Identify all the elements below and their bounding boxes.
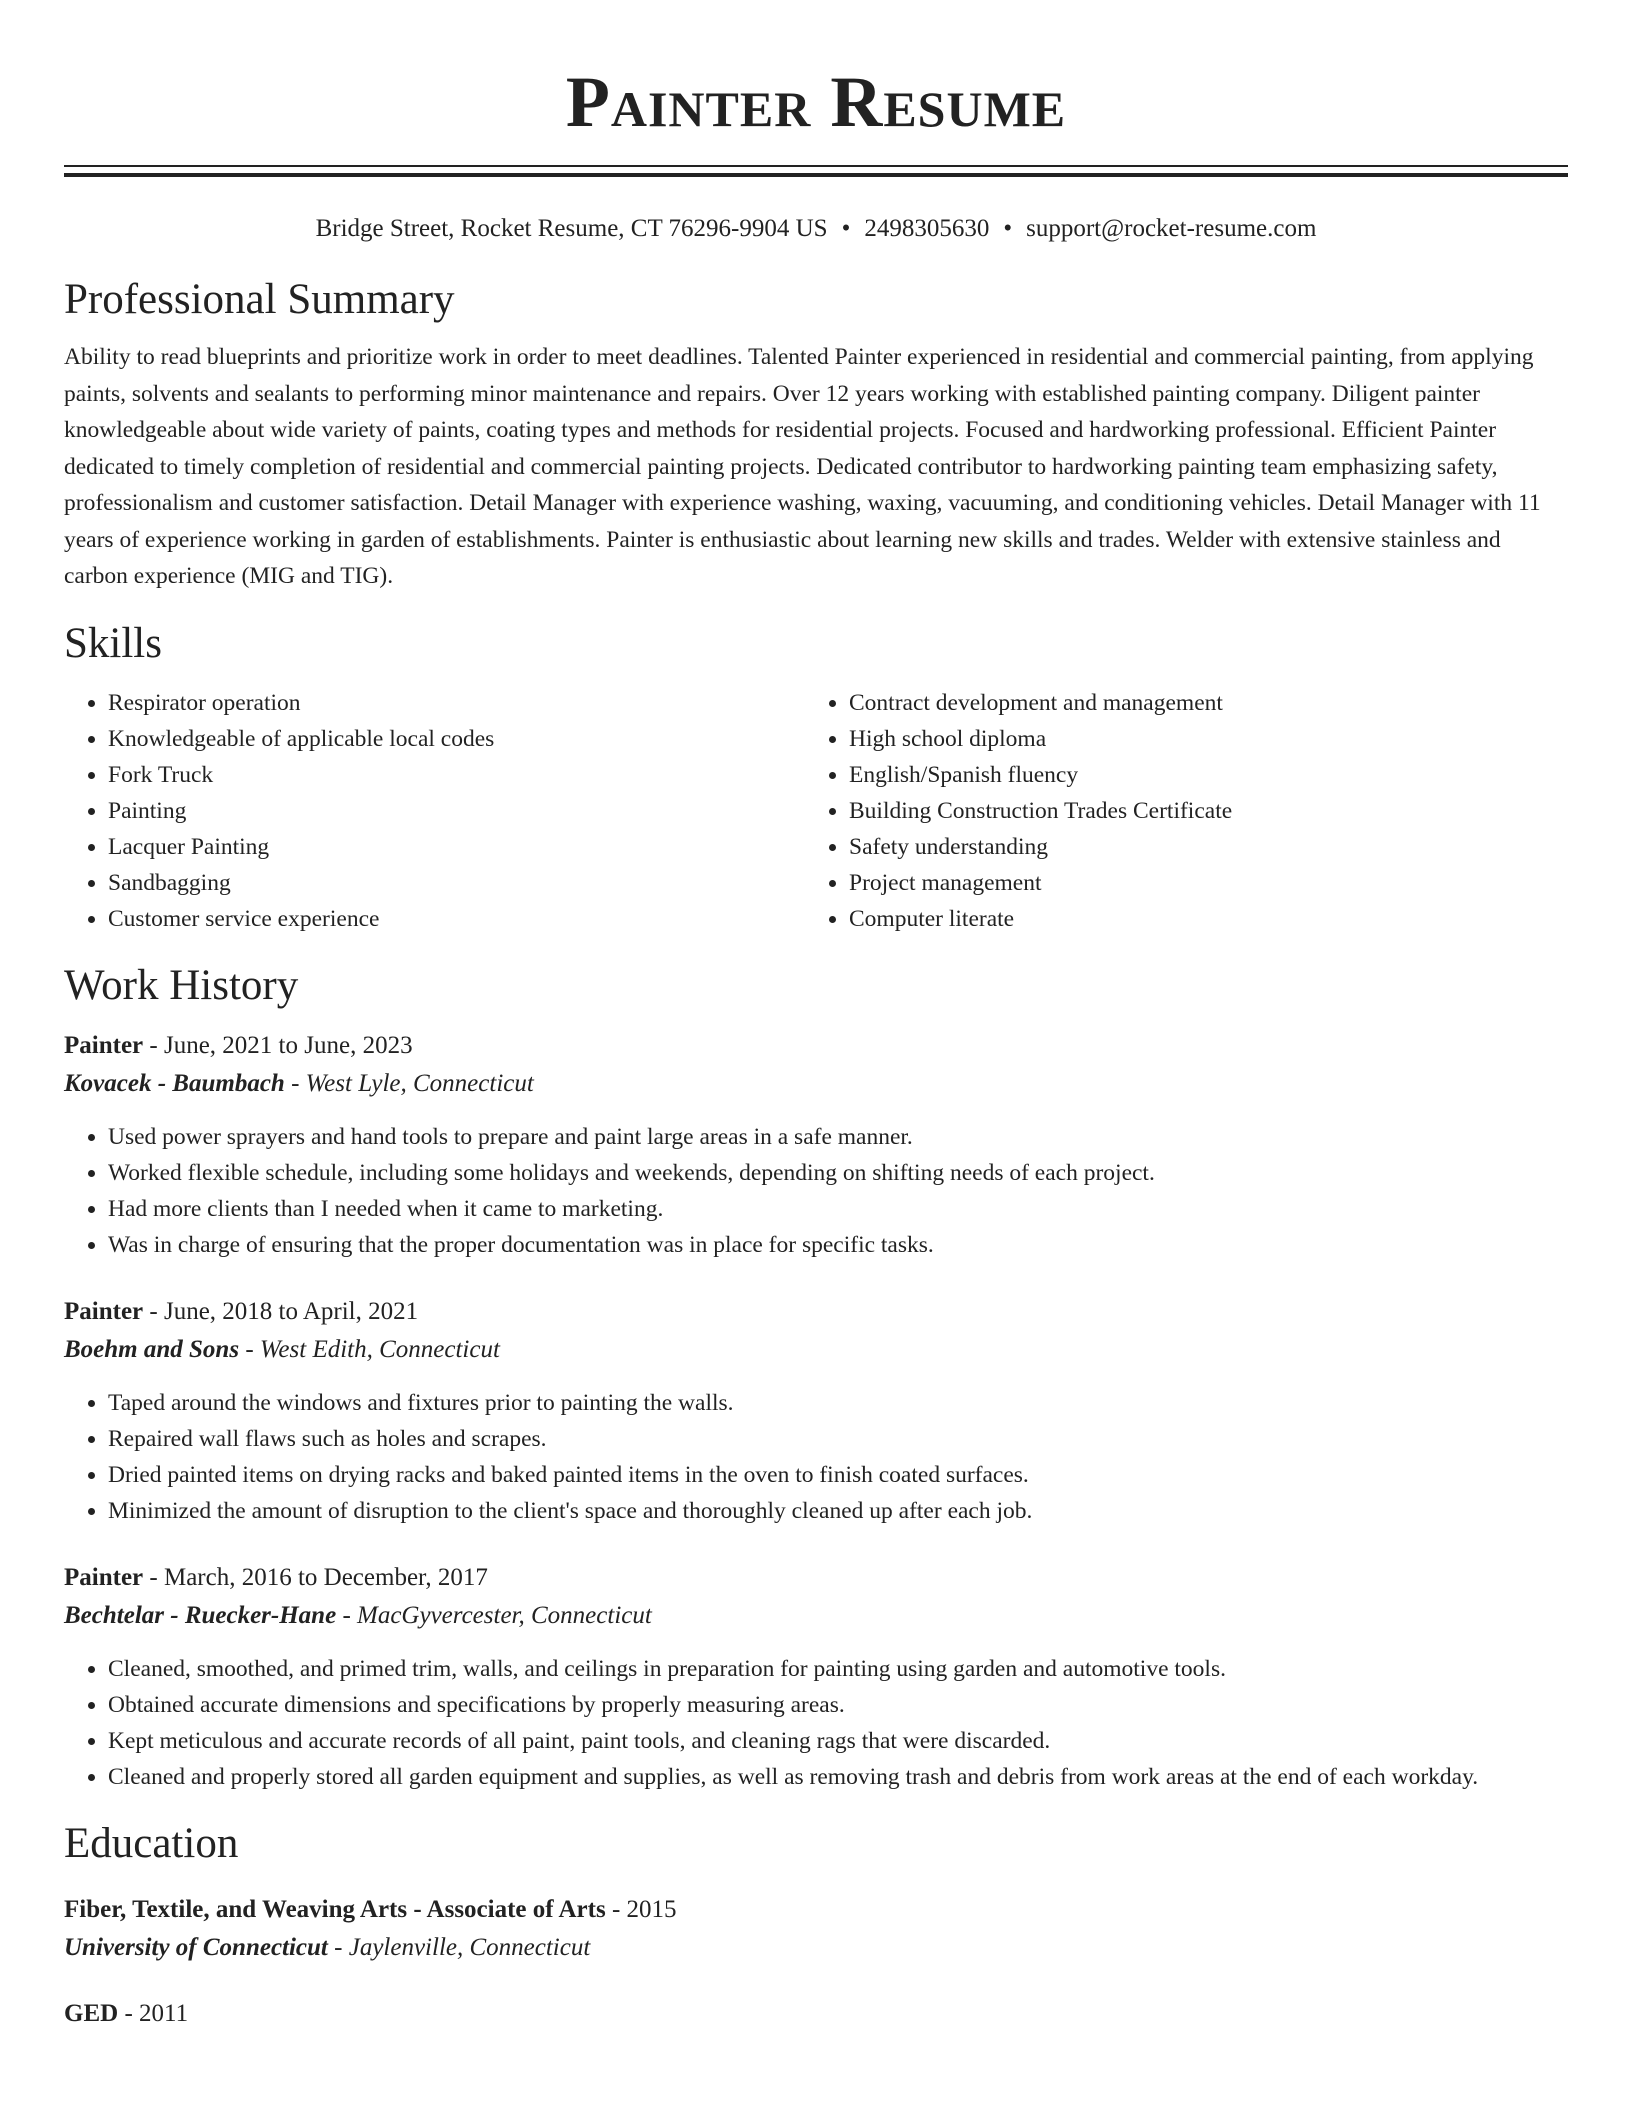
job-bullet: • Minimized the amount of disruption to the client's space and thoroughly cleaned up after each job. [108, 1493, 1568, 1529]
education-location: Jaylenville, Connecticut [348, 1933, 591, 1961]
skill-item: • Lacquer Painting [108, 829, 806, 865]
skill-item: • Building Construction Trades Certificate [849, 793, 1548, 829]
job-bullet: • Used power sprayers and hand tools to prepare and paint large areas in a safe manner. [108, 1119, 1568, 1155]
education-year: 2015 [626, 1895, 677, 1923]
job-bullet: • Was in charge of ensuring that the proper documentation was in place for specific tasks. [108, 1227, 1568, 1263]
job-location: West Lyle, Connecticut [305, 1069, 534, 1097]
job-company-line: Bechtelar - Ruecker-Hane - MacGyvercester, Connecticut [64, 1601, 652, 1629]
job-dates: June, 2021 to June, 2023 [163, 1031, 413, 1059]
skills-column-left [64, 685, 806, 937]
skills-column-right [806, 685, 1548, 937]
skill-item: • Contract development and management [849, 685, 1548, 721]
skills-heading: Skills [64, 619, 162, 667]
education-school: University of Connecticut [64, 1933, 328, 1961]
job-entry [64, 1559, 1568, 1795]
job-bullet: • Repaired wall flaws such as holes and scrapes. [108, 1421, 1568, 1457]
job-location: West Edith, Connecticut [259, 1335, 500, 1363]
work-history-heading: Work History [64, 961, 299, 1009]
contact-line [64, 213, 1568, 245]
job-location: MacGyvercester, Connecticut [357, 1601, 652, 1629]
job-bullets [64, 1385, 1568, 1529]
skill-item: • Project management [849, 865, 1548, 901]
job-company: Bechtelar - Ruecker-Hane [64, 1601, 337, 1629]
contact-separator: • [1003, 215, 1013, 242]
education-school-line: University of Connecticut - Jaylenville, Connecticut [64, 1933, 591, 1961]
job-title-line: Painter - June, 2018 to April, 2021 [64, 1297, 419, 1325]
job-bullet: • Kept meticulous and accurate records of all paint, paint tools, and cleaning rags that were discarded. [108, 1723, 1568, 1759]
education-entry [64, 1891, 1568, 1967]
job-company-line: Boehm and Sons - West Edith, Connecticut [64, 1335, 500, 1363]
education-heading: Education [64, 1819, 239, 1867]
job-title-line: Painter - March, 2016 to December, 2017 [64, 1563, 488, 1591]
summary-text: Ability to read blueprints and prioritize work in order to meet deadlines. Talented Painter experienced in residential and commercial painting, from applying paints, solvents and sealants to performing minor maintenance and repairs. Over 12 years working with established painting company. Diligent painter knowledgeable about wide variety of paints, coating types and methods for residential projects. Focused and hardworking professional. Efficient Painter dedicated to timely completion of residential and commercial painting projects. Dedicated contributor to hardworking painting team emphasizing safety, professionalism and customer satisfaction. Detail Manager with experience washing, waxing, vacuuming, and conditioning vehicles. Detail Manager with 11 years of experience working in garden of establishments. Painter is enthusiastic about learning new skills and trades. Welder with extensive stainless and carbon experience (MIG and TIG). [64, 344, 1541, 589]
job-dates: March, 2016 to December, 2017 [163, 1563, 488, 1591]
job-title: Painter [64, 1297, 144, 1325]
job-bullet: • Dried painted items on drying racks and baked painted items in the oven to finish coated surfaces. [108, 1457, 1568, 1493]
job-bullets [64, 1651, 1568, 1795]
job-bullet: • Obtained accurate dimensions and specifications by properly measuring areas. [108, 1687, 1568, 1723]
skills-list [64, 685, 1568, 937]
job-title: Painter [64, 1031, 144, 1059]
job-dates: June, 2018 to April, 2021 [163, 1297, 419, 1325]
resume-title: Painter Resume [565, 62, 1067, 142]
skill-item: • Painting [108, 793, 806, 829]
education-entry [64, 1995, 1568, 2033]
education-year: 2011 [139, 1999, 189, 2027]
education-degree: GED [64, 1999, 119, 2027]
title-divider-thick [64, 173, 1568, 177]
job-title-line: Painter - June, 2021 to June, 2023 [64, 1031, 413, 1059]
job-company: Kovacek - Baumbach [64, 1069, 285, 1097]
job-bullet: • Cleaned and properly stored all garden equipment and supplies, as well as removing trash and debris from work areas at the end of each workday. [108, 1759, 1568, 1795]
skill-item: • Knowledgeable of applicable local codes [108, 721, 806, 757]
title-divider-thin [64, 165, 1568, 167]
education-degree: Fiber, Textile, and Weaving Arts - Associate of Arts [64, 1895, 606, 1923]
job-bullet: • Taped around the windows and fixtures prior to painting the walls. [108, 1385, 1568, 1421]
skill-item: • Sandbagging [108, 865, 806, 901]
skill-item: • Respirator operation [108, 685, 806, 721]
skill-item: • English/Spanish fluency [849, 757, 1548, 793]
skill-item: • Computer literate [849, 901, 1548, 937]
skill-item: • High school diploma [849, 721, 1548, 757]
education-degree-line: Fiber, Textile, and Weaving Arts - Associate of Arts - 2015 [64, 1895, 677, 1923]
job-bullets [64, 1119, 1568, 1263]
skill-item: • Customer service experience [108, 901, 806, 937]
contact-phone: 2498305630 [864, 215, 990, 242]
job-company-line: Kovacek - Baumbach - West Lyle, Connecticut [64, 1069, 534, 1097]
contact-separator: • [841, 215, 851, 242]
summary-heading: Professional Summary [64, 276, 455, 323]
job-bullet: • Worked flexible schedule, including some holidays and weekends, depending on shifting needs of each project. [108, 1155, 1568, 1191]
education-degree-line: GED - 2011 [64, 1999, 189, 2027]
job-title: Painter [64, 1563, 144, 1591]
job-company: Boehm and Sons [64, 1335, 240, 1363]
skill-item: • Safety understanding [849, 829, 1548, 865]
contact-address: Bridge Street, Rocket Resume, CT 76296-9904 US [315, 215, 828, 242]
job-entry [64, 1293, 1568, 1529]
job-bullet: • Cleaned, smoothed, and primed trim, walls, and ceilings in preparation for painting using garden and automotive tools. [108, 1651, 1568, 1687]
job-entry [64, 1027, 1568, 1263]
contact-email: support@rocket-resume.com [1026, 215, 1317, 242]
job-bullet: • Had more clients than I needed when it came to marketing. [108, 1191, 1568, 1227]
skill-item: • Fork Truck [108, 757, 806, 793]
